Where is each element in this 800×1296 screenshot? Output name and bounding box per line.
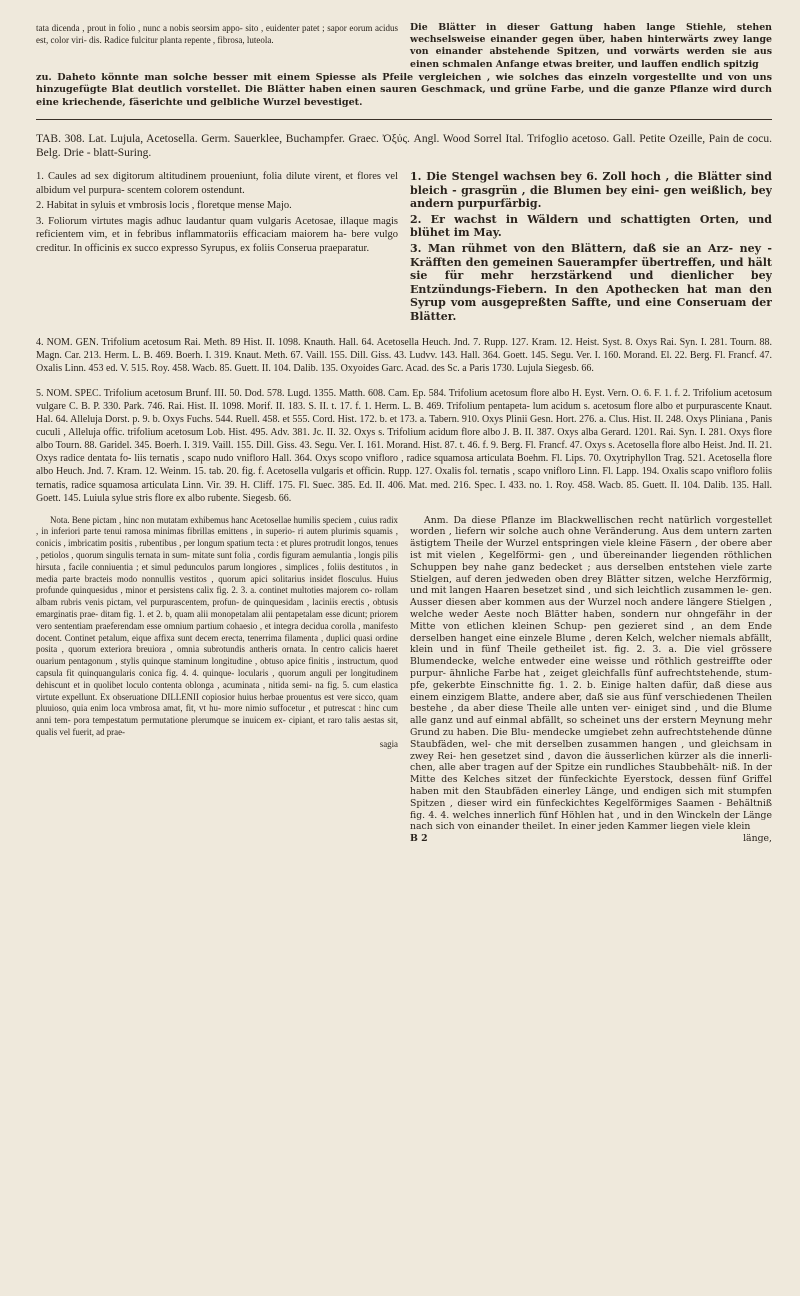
top-section <box>36 22 772 71</box>
notes-german-column <box>410 515 772 845</box>
items-german-column <box>410 170 772 326</box>
nomen-specificum: 5. NOM. SPEC. Trifolium acetosum Brunf. III. 50. Dod. 578. Lugd. 1355. Matth. 608. Cam. Ep. 584. Trifolium acetosum flore albo H. Eyst. Vern. O. 6. F. 1. f. 2. Trifolium acetosum vulgare C. B. P. 330. Park. 746. Rai. Hist. II. 1098. Morif. II. 183. S. II. t. 17. f. 1. Herm. L. B. 469. Trifolium pentapeta- lum acidum s. acetosum flore albo et purpurascente Knaut. Hal. 64. Alleluja Dorst. p. 9. b. Oxys Fuchs. 544. Ruell. 458. et 555. Cord. Hist. 172. b. et 173. a. Tabern. 910. Oxys Plinii Gesn. Hort. 276. a. Clus. Hist. II. 248. Oxys Pliniana , Panis cuculi , Alleluja offic. trifolium acetosum Lob. Hist. 495. Adv. 381. Jc. II. 32. Oxys s. Trifolium acidum flore albo J. B. II. 387. Oxys alba Gerard. 1201. Rai. Syn. I. 281. Oxys flore albo Tourn. 88. Garidel. 345. Boerh. I. 319. Vaill. 155. Dill. Giss. 43. Segu. Ver. I. 161. Morand. Hist. 87. t. 46. f. 9. Berg. Fl. Francf. 47. Oxys s. Acetosella flore albo Heist. Jnd. II. 21. Oxys radice dentata fo- liis ternatis , scapo nudo vnifloro Hall. 364. Oxys scopo vnifloro , radice squamosa articulata Boehm. Fl. Lips. 70. Oxytriphyllon Trag. 521. Acetosella flore albo Heuch. Jnd. 7. Kram. 12. Weinm. 15. tab. 20. fig. f. Acetosella vulgaris et officin. Rupp. 127. Oxalis fol. ternatis , scapo vnifloro Linn. Fl. Lapp. 194. Oxalis scapo vnifloro foliis ternatis, radice squamosa articulata Linn. Vir. 39. H. Cliff. 175. Fl. Suec. 385. Ed. II. 406. Mat. med. 216. Spec. I. 433. no. 1. Roy. 458. Wacb. 85. Guett. II. 104. Dalib. 135. Hall. Goett. 145. Luiula sylue stris flore ex albo rubente. Siegesb. 66. <box>36 387 772 504</box>
note-latin-text: Nota. Bene pictam , hinc non mutatam exhibemus hanc Acetosellae humilis speciem , cuius radix , in inferiori parte tenui ramosa minimas fibrillas emittens , in superio- ri autem plurimis squamis , conicis , imbricatim positis , rubentibus , per longum spatium tecta : et plures protrudit longos, tenues , petiolos , quorum singulis ternata in sum- mitate sunt folia , cordis figuram aemulantia , longis pilis hirsuta , facile conniuentia ; et simul pedunculos parum longiores , simplices , foliis destitutos , in media parte bracteis modo nonnullis vestitos , quorum apici solitarius insidet flosculus. Huius profunde quinquesidus , minor et persistens calix fig. 2. 3. a. continet multoties majorem co- rollam albam rubris venis pictam, vel purpurascentem, profun- de quinquesidam , laciniis erectis , obtusis emarginatis prae- ditam fig. 1. et 2. b, quam alii monopetalam alii pentapetalam esse dicunt; priorem vero sententiam praeferendam esse omnium partium cohaesio , et integra decidua corolla , manifesto docent. Continet petalum, eique affixa sunt decem erecta, tenerrima filamenta , duplici quasi ordine posita , quorum exteriora breuiora , omnia subrotundis antheris ornata. In centro calicis haeret ouarium pentagonum , stylis quinque staminum longitudine , obtuso apice finitis , instructum, quod capsula fit quinquangularis conica fig. 4. 4. quinque- locularis , quorum anguli per longitudinem dehiscunt et in quolibet loculo contenta oblonga , acuminata , nitida semi- na fig. 5. cum elastica virtute expellunt. Ex obseruatione DILLENII copiosior huius herbae prouentus est vere sicco, quam pluuioso, quia enim loca vmbrosa amat, fit, vt hu- more nimio suffocetur , et putrescat : hinc cum anni tem- pora tempestatum permutatione plerumque se inuicem ex- cipiant, et raro talis aestas sit, qualis vel fuerit, ad prae- <box>36 514 398 738</box>
item-german-2: 2. Er wachst in Wäldern und schattigten Orten, und blühet im May. <box>410 212 772 240</box>
top-german-full-width: zu. Daheto könnte man solche besser mit einem Spiesse als Pfeile vergleichen , wie solches das einzeln vorgestellte und von uns hinzugefügte Blat deutlich vorstellet. Die Blätter haben einen sauren Geschmack, und grüne Farbe, und die ganze Pflanze wird durch eine kriechende, fäserichte und gelbliche Wurzel bevestiget. <box>36 71 772 108</box>
numbered-items <box>36 170 772 326</box>
item-latin-1: 1. Caules ad sex digitorum altitudinem proueniunt, folia dilute virent, et flores vel albidum vel purpura- scentem colorem ostendunt. <box>36 171 398 196</box>
top-german-column <box>410 22 772 71</box>
item-german-1: 1. Die Stengel wachsen bey 6. Zoll hoch , die Blätter sind bleich - grasgrün , die Blumen bey eini- gen weißlich, bey andern purpurfärbig. <box>410 170 772 211</box>
top-latin-column <box>36 22 398 71</box>
plate-heading: TAB. 308. Lat. Lujula, Acetosella. Germ. Sauerklee, Buchampfer. Graec. Ὀξύς. Angl. Wood Sorrel Ital. Trifoglio acetoso. Gall. Petite Ozeille, Pain de cocu. Belg. Drie - blatt-Suring. <box>36 133 772 160</box>
note-german-footer <box>410 833 772 845</box>
note-german-text: Anm. Da diese Pflanze im Blackwellischen recht natürlich vorgestellet worden , liefern wir solche auch ohne Veränderung. Aus dem untern zarten ästigtem Theile der Wurzel entspringen viele kleine Fäsern , der obere aber ist mit vielen , Kegelförmi- gen , und übereinander liegenden röthlichen Schuppen bey nahe ganz bedecket ; aus derselben entstehen viele zarte Stielgen, auf deren jedweden oben drey Blätter sitzen, welche Herzförmig, und mit langen Haaren besetzet sind , und sich leichtlich zusammen le- gen. Ausser diesen aber kommen aus der Wurzel noch andere längere Stielgen , welche weder Aeste noch Blätter haben, sondern nur ohngefähr in der Mitte von etlichen kleinen Schup- pen gezieret sind , an dem Ende derselben hanget eine einzele Blume , deren Kelch, welcher niemals abfällt, klein und in fünf Theile getheilet ist. fig. 2. 3. a. Die viel grössere Blumendecke, welche entweder eine weisse und röthlich gestreiffte oder purpur- ähnliche Farbe hat , zeiget gleichfalls fünf aufrechtstehende, stum- pfe, gekerbte Einschnitte fig. 1. 2. b. Einige halten dafür, daß diese aus einem einzigem Blatte, andere aber, daß sie aus fünf verschiedenen Theilen bestehe , da aber diese Theile alle unten ver- einiget sind , und die Blume alle ganz und auf einmal abfällt, so scheinet uns der erstern Meynung mehr Grund zu haben. Die Blu- mendecke umgiebet zehn aufrechtstehende dünne Staubfäden, wel- che mit derselben zusammen hangen , und gleichsam in zwey Rei- hen gesetzet sind , davon die äusserlichen kürzer als die innerli- chen, alle aber tragen auf der Spitze ein rundliches Staubbehält- niß. In der Mitte des Kelches sitzet der fünfeckichte Eyerstock, dessen fünf Griffel haben mit den Staubfäden einerley Länge, und endigen sich mit stumpfen Spitzen , dieser wird ein fünfeckichtes Kegelförmiges Saamen - Behältniß fig. 4. 4. welches innerlich fünf Höhlen hat , und in den Winckeln der Länge nach sich von einander theilet. In einer jeden Kammer liegen viele klein <box>410 514 772 833</box>
items-latin-column <box>36 170 398 326</box>
section-divider <box>36 119 772 120</box>
top-latin-text: tata dicenda , prout in folio , nunc a nobis seorsim appo- sito , euidenter patet ; sapor eorum acidus est, color viri- dis. Radice fulcitur planta repente , fibrosa, luteola. <box>36 23 398 46</box>
signature-mark: B 2 <box>410 833 428 845</box>
nomen-genericum: 4. NOM. GEN. Trifolium acetosum Rai. Meth. 89 Hist. II. 1098. Knauth. Hall. 64. Acetosella Heuch. Jnd. 7. Rupp. 127. Kram. 12. Heist. Syst. 8. Oxys Rai. Syn. I. 281. Tourn. 88. Magn. Car. 213. Herm. L. B. 469. Boerh. I. 319. Knaut. Meth. 67. Vaill. 155. Dill. Giss. 43. Ludvv. 143. Hall. 364. Goett. 145. Segu. Ver. I. 160. Morand. El. 22. Berg. Fl. Francf. 47. Oxalis Linn. 453 ed. V. 515. Roy. 458. Wacb. 85. Guett. II. 104. Dalib. 135. Oxyoides Garc. Acad. des Sc. a Paris 1730. Lujula Siegesb. 66. <box>36 336 772 374</box>
item-latin-2: 2. Habitat in syluis et vmbrosis locis , floretque mense Majo. <box>36 200 292 212</box>
german-catchword: länge, <box>743 833 772 845</box>
document-page <box>36 22 772 1252</box>
notes-latin-column <box>36 515 398 845</box>
latin-catchword: sagia <box>379 738 398 749</box>
item-latin-3: 3. Foliorum virtutes magis adhuc laudantur quam vulgaris Acetosae, illaque magis reficientem vim, et in febribus inflammatoriis efficaciam maiorem ha- bere vulgo creditur. In officinis ex succo expresso Syrupus, ex foliis Conserua praeparatur. <box>36 215 398 254</box>
notes-section <box>36 515 772 845</box>
item-german-3: 3. Man rühmet von den Blättern, daß sie an Arz- ney - Kräfften den gemeinen Sauerampfer übertreffen, und hält sie für mehr herzstärkend und dienlicher bey Entzündungs-Fiebern. In den Apothecken hat man den Syrup vom ausgepreßten Saffte, und eine Conseruam der Blätter. <box>410 242 772 323</box>
top-german-text: Die Blätter in dieser Gattung haben lange Stiehle, stehen wechselsweise einander gegen über, haben hinterwärts zwey lange von einander abstehende Spitzen, und vorwärts werden sie aus einen schmalen Anfange etwas breiter, und lauffen endlich spitzig <box>410 22 772 70</box>
